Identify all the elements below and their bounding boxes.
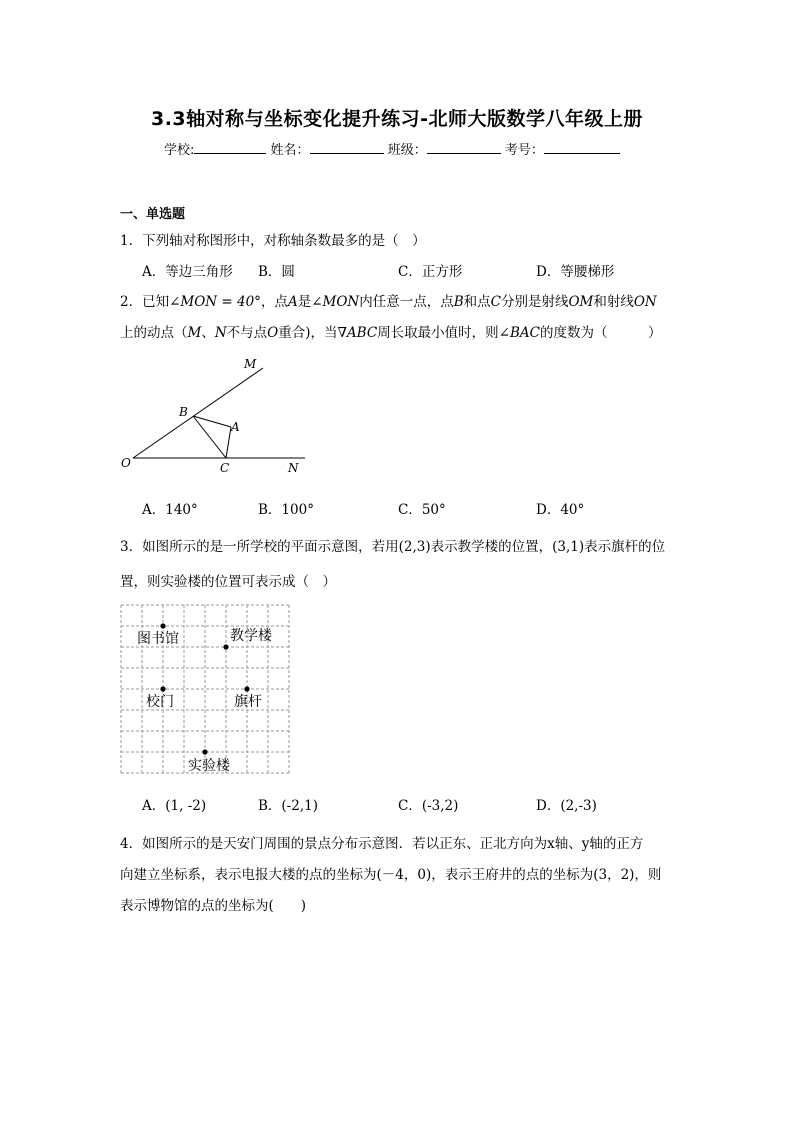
class-field[interactable] <box>427 140 501 154</box>
q2-point: O <box>267 325 279 341</box>
label-m: M <box>244 357 257 371</box>
q2-text: 内任意一点，点 <box>359 294 454 310</box>
q2-text: 和点 <box>463 294 491 310</box>
label-a: A <box>231 420 240 434</box>
library-point <box>160 623 165 628</box>
class-label: 班级： <box>387 143 427 158</box>
section-header: 一、单选题 <box>120 207 186 222</box>
question-4-line-2: 向建立坐标系，表示电报大楼的点的坐标为(－4，0)，表示王府井的点的坐标为(3，2)，则 <box>120 867 662 883</box>
question-2-line-1 <box>120 290 657 310</box>
flagpole-point <box>244 686 249 691</box>
q2-point: N <box>214 325 227 341</box>
ray-om <box>133 368 263 458</box>
question-4-line-3: 表示博物馆的点的坐标为( ) <box>120 898 307 914</box>
question-3-line-1 <box>120 535 665 555</box>
school-field[interactable] <box>194 140 266 154</box>
q3-text: 表示旗杆的位 <box>584 539 666 555</box>
question-4-line-1: 4．如图所示的是天安门周围的景点分布示意图．若以正东、正北方向为x轴、y轴的正方 <box>120 836 644 852</box>
q2-text: 不与点 <box>226 325 268 341</box>
q2-text: 周长取最小值时，则 <box>377 325 499 341</box>
name-field[interactable] <box>310 140 384 154</box>
lab-building-point <box>202 749 207 754</box>
q1-option-d[interactable]: D．等腰梯形 <box>536 264 615 280</box>
q2-text: 和射线 <box>593 294 634 310</box>
q3-option-d[interactable]: D．(2,-3) <box>536 798 597 814</box>
q2-option-d[interactable]: D．40° <box>536 502 585 518</box>
flagpole-label: 旗杆 <box>234 694 262 710</box>
q1-option-b[interactable]: B．圆 <box>258 264 295 280</box>
q2-angle: ∠MON = 40° <box>169 294 261 310</box>
q2-point: C <box>490 294 501 310</box>
q2-point: M <box>187 325 202 341</box>
q2-angle: ∠BAC <box>498 325 540 341</box>
exam-no-field[interactable] <box>544 140 620 154</box>
q2-text: 是 <box>297 294 312 310</box>
q2-angle: ∠MON <box>311 294 360 310</box>
lab-building-label: 实验楼 <box>188 758 230 774</box>
q2-point: B <box>453 294 464 310</box>
question-2-line-2 <box>120 321 662 341</box>
q2-text: 上的动点（ <box>120 325 188 341</box>
q2-ray: ON <box>633 294 657 310</box>
q1-option-c[interactable]: C．正方形 <box>398 264 463 280</box>
label-c: C <box>220 461 230 475</box>
teaching-building-point <box>223 644 228 649</box>
name-label: 姓名： <box>270 143 310 158</box>
page-title: 3.3轴对称与坐标变化提升练习-北师大版数学八年级上册 <box>150 108 644 130</box>
angle-figure <box>115 352 315 477</box>
school-gate-point <box>160 686 165 691</box>
q3-option-c[interactable]: C．(-3,2) <box>398 798 459 814</box>
library-label: 图书馆 <box>137 631 179 647</box>
teaching-building-label: 教学楼 <box>230 628 272 644</box>
q2-option-a[interactable]: A．140° <box>142 502 198 518</box>
q1-option-a[interactable]: A．等边三角形 <box>142 264 233 280</box>
segment-bc <box>193 416 226 458</box>
question-3-line-2: 置，则实验楼的位置可表示成（ ） <box>120 574 336 590</box>
q2-text: 重合)，当 <box>278 325 338 341</box>
q2-option-c[interactable]: C．50° <box>398 502 446 518</box>
q3-option-a[interactable]: A．(1, -2) <box>142 798 207 814</box>
label-n: N <box>288 461 299 475</box>
q2-text: 2．已知 <box>120 294 170 310</box>
q3-coordinate: (2,3) <box>398 539 431 555</box>
question-1-text: 1．下列轴对称图形中，对称轴条数最多的是（ ） <box>120 233 426 249</box>
info-line <box>164 139 620 158</box>
q2-point: A <box>287 294 298 310</box>
label-b: B <box>179 405 188 419</box>
q3-text: 表示教学楼的位置， <box>430 539 553 555</box>
school-gate-label: 校门 <box>146 694 174 710</box>
segment-ba <box>193 416 231 427</box>
q3-coordinate: (3,1) <box>552 539 585 555</box>
school-label: 学校: <box>164 143 195 158</box>
q2-triangle: ∇ABC <box>337 325 378 341</box>
q2-text: 的度数为（ ） <box>540 325 662 341</box>
label-o: O <box>121 456 131 470</box>
q3-option-b[interactable]: B．(-2,1) <box>258 798 318 814</box>
q2-text: 、 <box>201 325 215 341</box>
q3-text: 3．如图所示的是一所学校的平面示意图，若用 <box>120 539 399 555</box>
q2-option-b[interactable]: B．100° <box>258 502 314 518</box>
q2-ray: OM <box>568 294 594 310</box>
q2-text: 分别是射线 <box>500 294 569 310</box>
school-map-grid <box>118 602 293 777</box>
exam-no-label: 考号： <box>504 143 544 158</box>
q2-text: ，点 <box>260 294 288 310</box>
